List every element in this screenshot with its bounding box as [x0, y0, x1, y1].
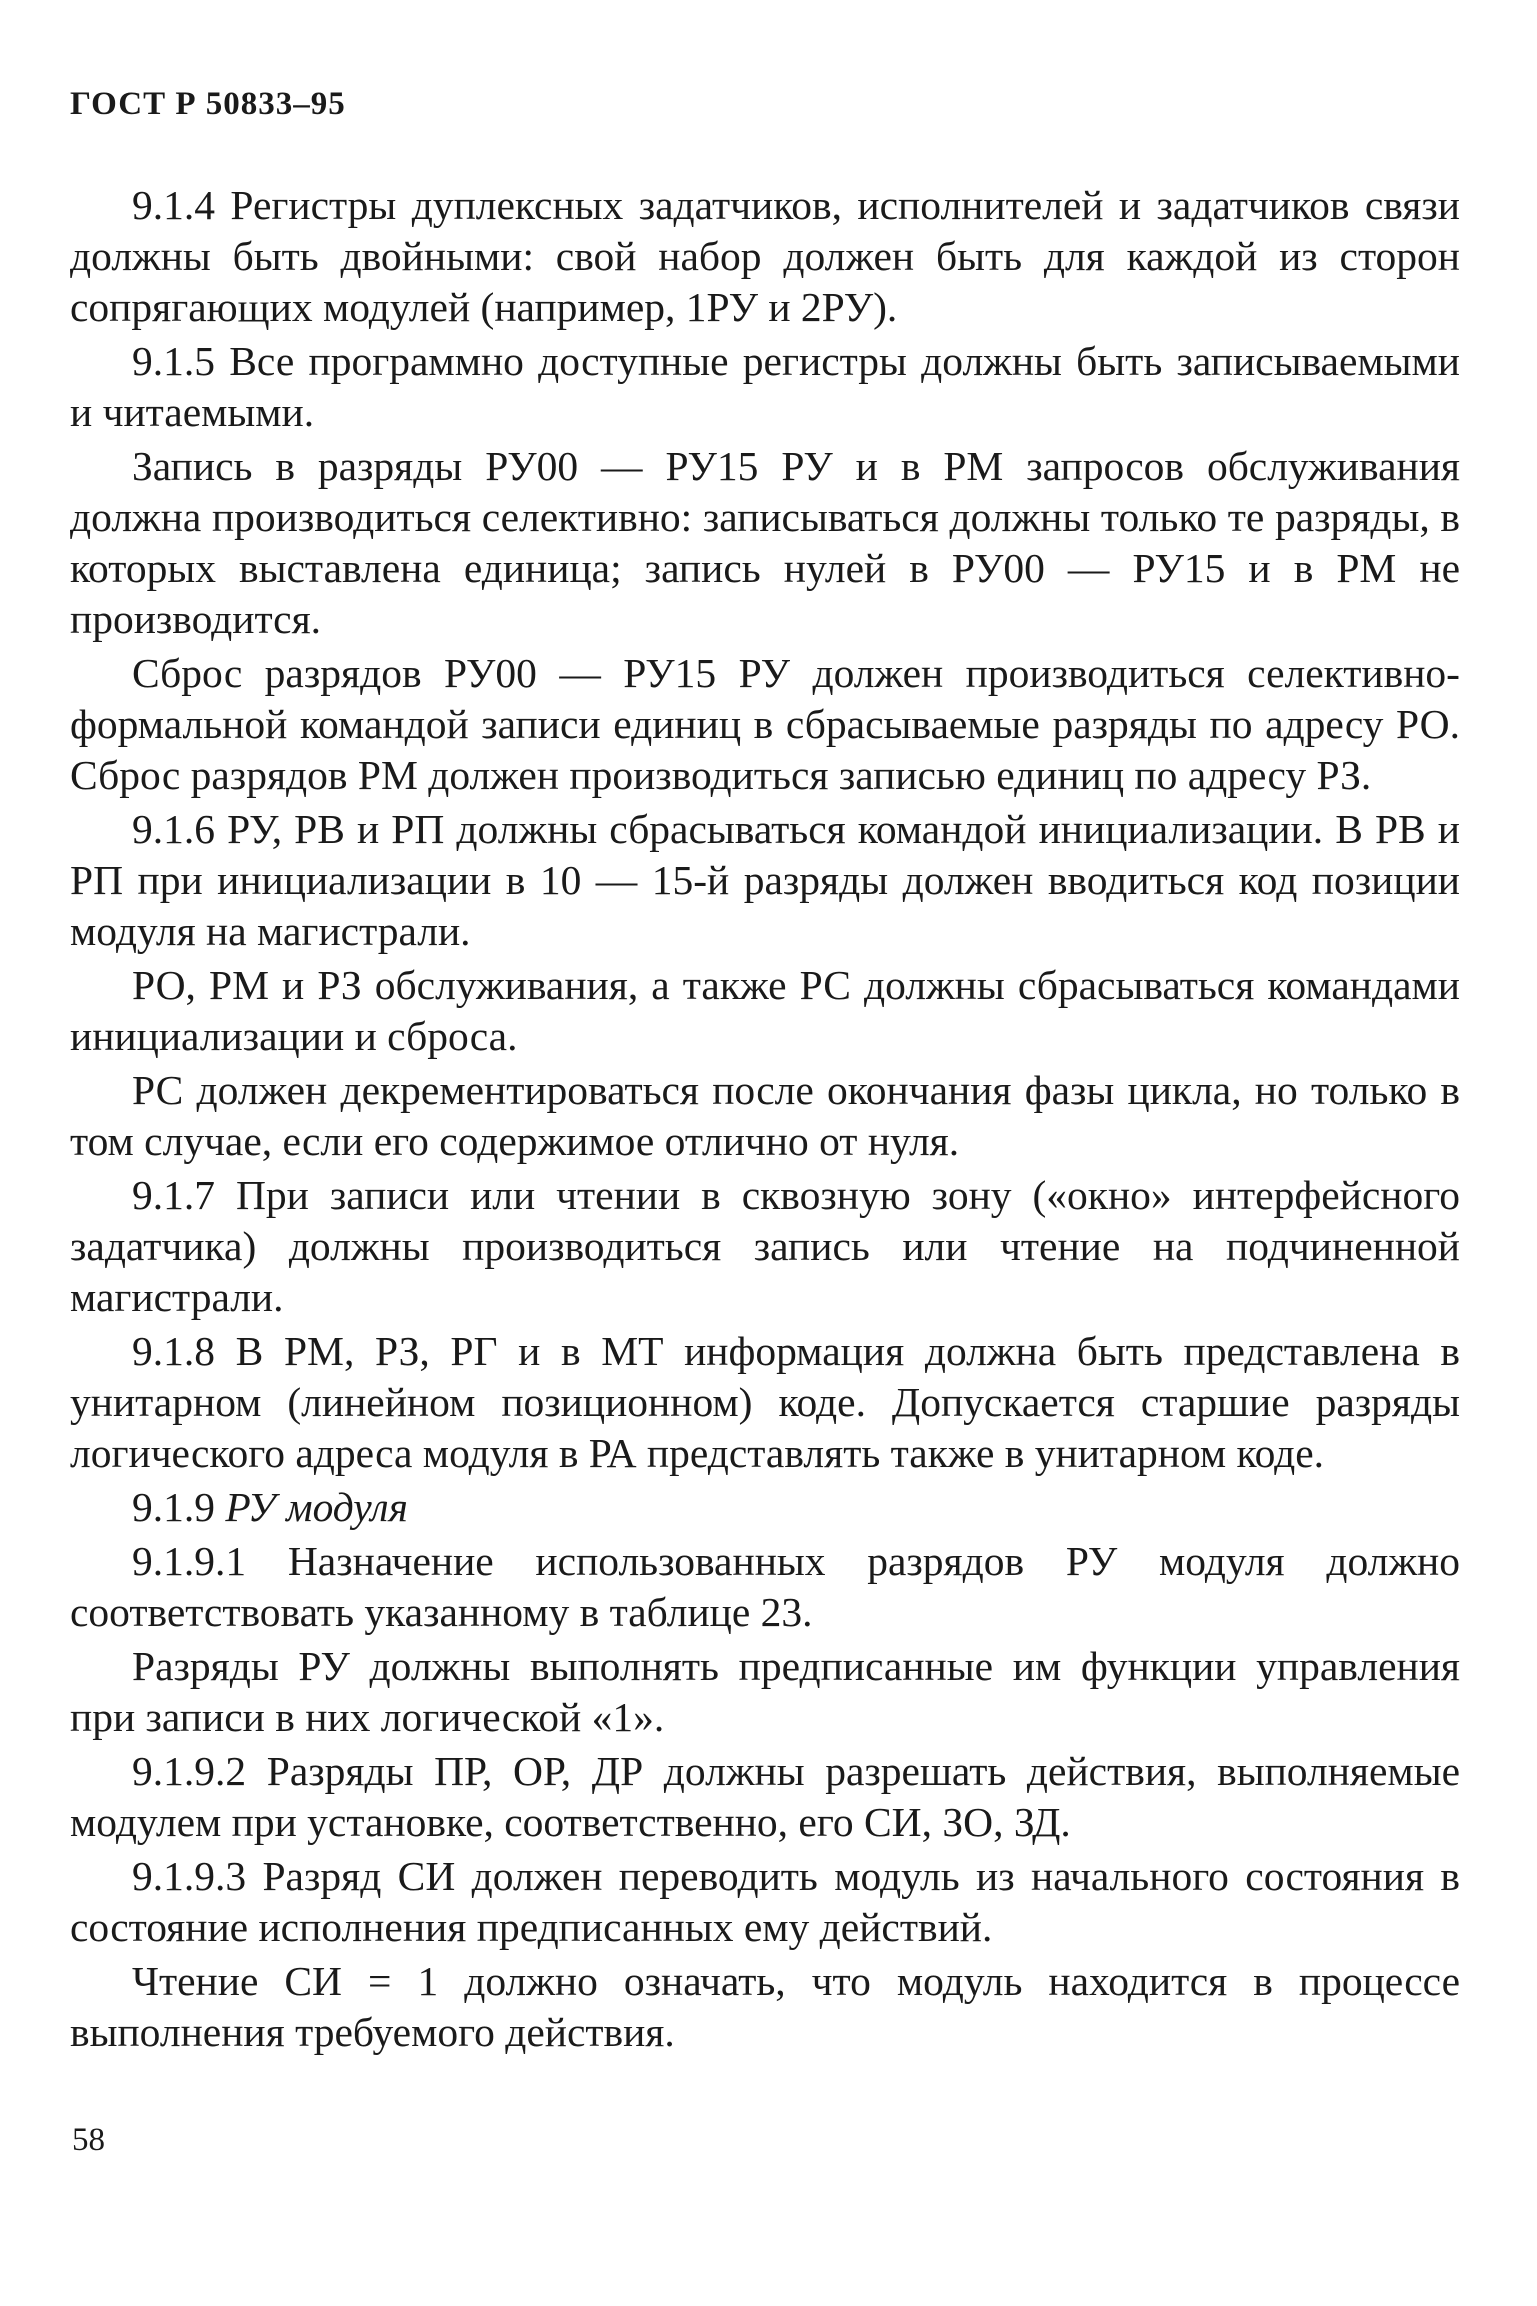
paragraph-9-1-4: 9.1.4 Регистры дуплексных задатчиков, исполнителей и задатчиков связи должны быть двойными: свой набор должен быть для каждой из сторон сопрягающих модулей (например, 1РУ и 2РУ).	[70, 182, 1460, 330]
page-number: 58	[72, 2122, 105, 2158]
paragraph-9-1-9-1: 9.1.9.1 Назначение использованных разрядов РУ модуля должно соответствовать указанному в таблице 23.	[70, 1538, 1460, 1635]
document-body	[70, 180, 1460, 2058]
section-number: 9.1.9	[132, 1484, 215, 1530]
section-heading-9-1-9	[70, 1482, 1460, 1533]
section-title: РУ модуля	[225, 1484, 408, 1530]
paragraph-9-1-5: 9.1.5 Все программно доступные регистры должны быть записываемыми и читаемыми.	[70, 338, 1460, 435]
paragraph-9-1-9-3: 9.1.9.3 Разряд СИ должен переводить модуль из начального состояния в состояние исполнения предписанных ему действий.	[70, 1853, 1460, 1950]
paragraph-9-1-6: 9.1.6 РУ, РВ и РП должны сбрасываться командой инициализации. В РВ и РП при инициализации в 10 — 15-й разряды должен вводиться код позиции модуля на магистрали.	[70, 806, 1460, 954]
paragraph-reset-bits: Сброс разрядов РУ00 — РУ15 РУ должен производиться селективно-формальной командой записи единиц в сбрасываемые разряды по адресу РО. Сброс разрядов РМ должен производиться записью единиц по адресу РЗ.	[70, 650, 1460, 798]
paragraph-9-1-9-2: 9.1.9.2 Разряды ПР, ОР, ДР должны разрешать действия, выполняемые модулем при установке, соответственно, его СИ, ЗО, ЗД.	[70, 1748, 1460, 1845]
paragraph-service-reset: РО, РМ и РЗ обслуживания, а также РС должны сбрасываться командами инициализации и сброса.	[70, 962, 1460, 1059]
paragraph-ru-functions: Разряды РУ должны выполнять предписанные им функции управления при записи в них логической «1».	[70, 1643, 1460, 1740]
paragraph-rs-decrement: РС должен декрементироваться после окончания фазы цикла, но только в том случае, если его содержимое отлично от нуля.	[70, 1067, 1460, 1164]
paragraph-write-bits: Запись в разряды РУ00 — РУ15 РУ и в РМ запросов обслуживания должна производиться селективно: записываться должны только те разряды, в которых выставлена единица; запись нулей в РУ00 — РУ15 и в РМ не производится.	[70, 443, 1460, 642]
paragraph-si-read: Чтение СИ = 1 должно означать, что модуль находится в процессе выполнения требуемого действия.	[70, 1958, 1460, 2055]
document-code-header: ГОСТ Р 50833–95	[70, 86, 346, 122]
paragraph-9-1-8: 9.1.8 В РМ, РЗ, РГ и в МТ информация должна быть представлена в унитарном (линейном позиционном) коде. Допускается старшие разряды логического адреса модуля в РА представлять также в унитарном коде.	[70, 1328, 1460, 1476]
paragraph-9-1-7: 9.1.7 При записи или чтении в сквозную зону («окно» интерфейсного задатчика) должны производиться запись или чтение на подчиненной магистрали.	[70, 1172, 1460, 1320]
